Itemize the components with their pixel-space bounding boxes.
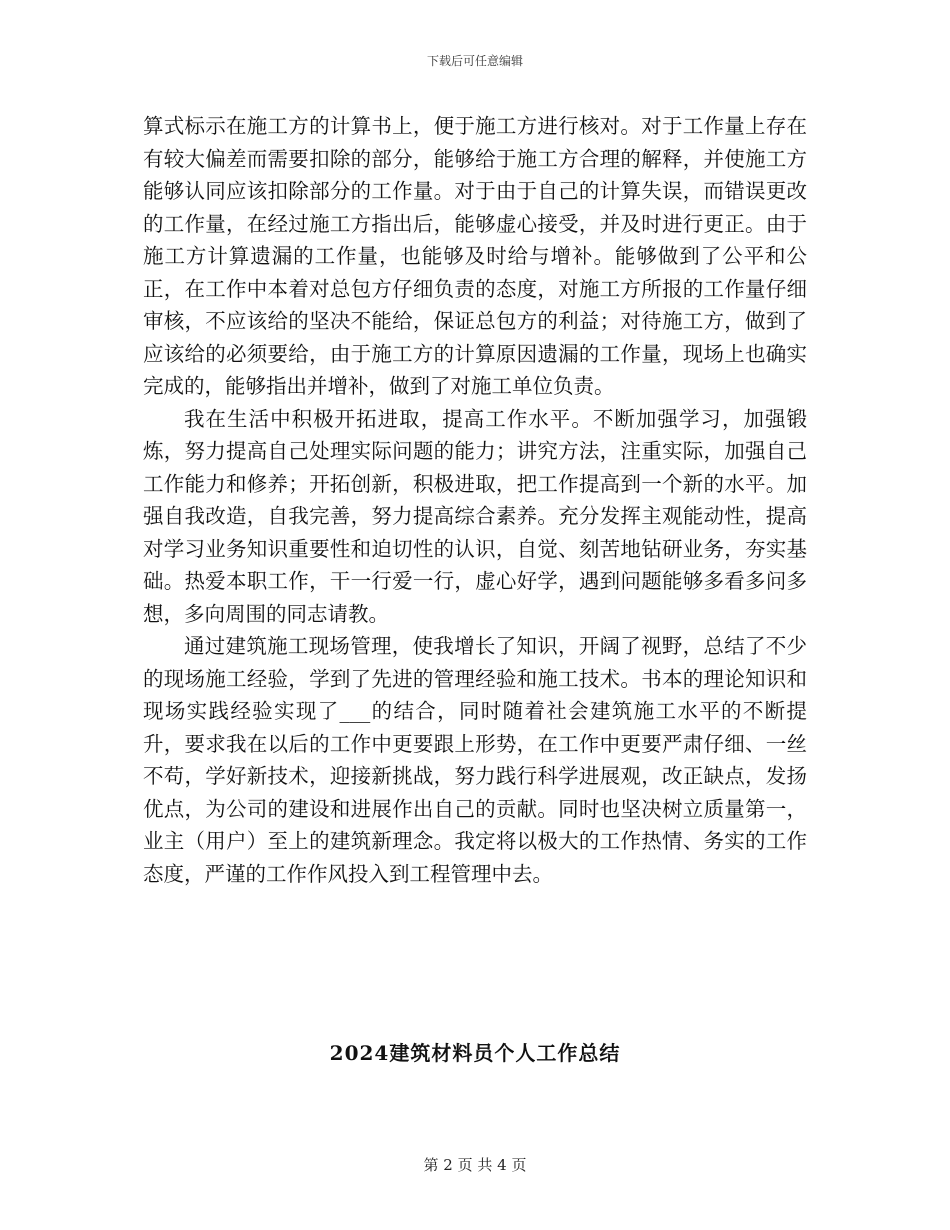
document-body	[143, 110, 807, 890]
page-number: 第 2 页 共 4 页	[423, 1156, 527, 1174]
paragraph-continuation: 算式标示在施工方的计算书上，便于施工方进行核对。对于工作量上存在有较大偏差而需要扣除的部分，能够给于施工方合理的解释，并使施工方能够认同应该扣除部分的工作量。对于由于自己的计算失误，而错误更改的工作量，在经过施工方指出后，能够虚心接受，并及时进行更正。由于施工方计算遗漏的工作量，也能够及时给与增补。能够做到了公平和公正，在工作中本着对总包方仔细负责的态度，对施工方所报的工作量仔细审核，不应该给的坚决不能给，保证总包方的利益；对待施工方，做到了应该给的必须要给，由于施工方的计算原因遗漏的工作量，现场上也确实完成的，能够指出并增补，做到了对施工单位负责。	[143, 114, 807, 398]
header-note: 下载后可任意编辑	[426, 54, 523, 68]
paragraph-conclusion: 通过建筑施工现场管理，使我增长了知识，开阔了视野，总结了不少的现场施工经验，学到了先进的管理经验和施工技术。书本的理论知识和现场实践经验实现了___的结合，同时随着社会建筑施工水平的不断提升，要求我在以后的工作中更要跟上形势，在工作中更要严肃仔细、一丝不苟，学好新技术，迎接新挑战，努力践行科学进展观，改正缺点，发扬优点，为公司的建设和进展作出自己的贡献。同时也坚决树立质量第一，业主（用户）至上的建筑新理念。我定将以极大的工作热情、务实的工作态度，严谨的工作作风投入到工程管理中去。	[143, 634, 807, 886]
paragraph-self-improvement: 我在生活中积极开拓进取，提高工作水平。不断加强学习，加强锻炼，努力提高自己处理实际问题的能力；讲究方法，注重实际，加强自己工作能力和修养；开拓创新，积极进取，把工作提高到一个新的水平。加强自我改造，自我完善，努力提高综合素养。充分发挥主观能动性，提高对学习业务知识重要性和迫切性的认识，自觉、刻苦地钻研业务，夯实基础。热爱本职工作，干一行爱一行，虚心好学，遇到问题能够多看多问多想，多向周围的同志请教。	[143, 406, 807, 626]
section-title: 2024建筑材料员个人工作总结	[329, 1041, 621, 1065]
